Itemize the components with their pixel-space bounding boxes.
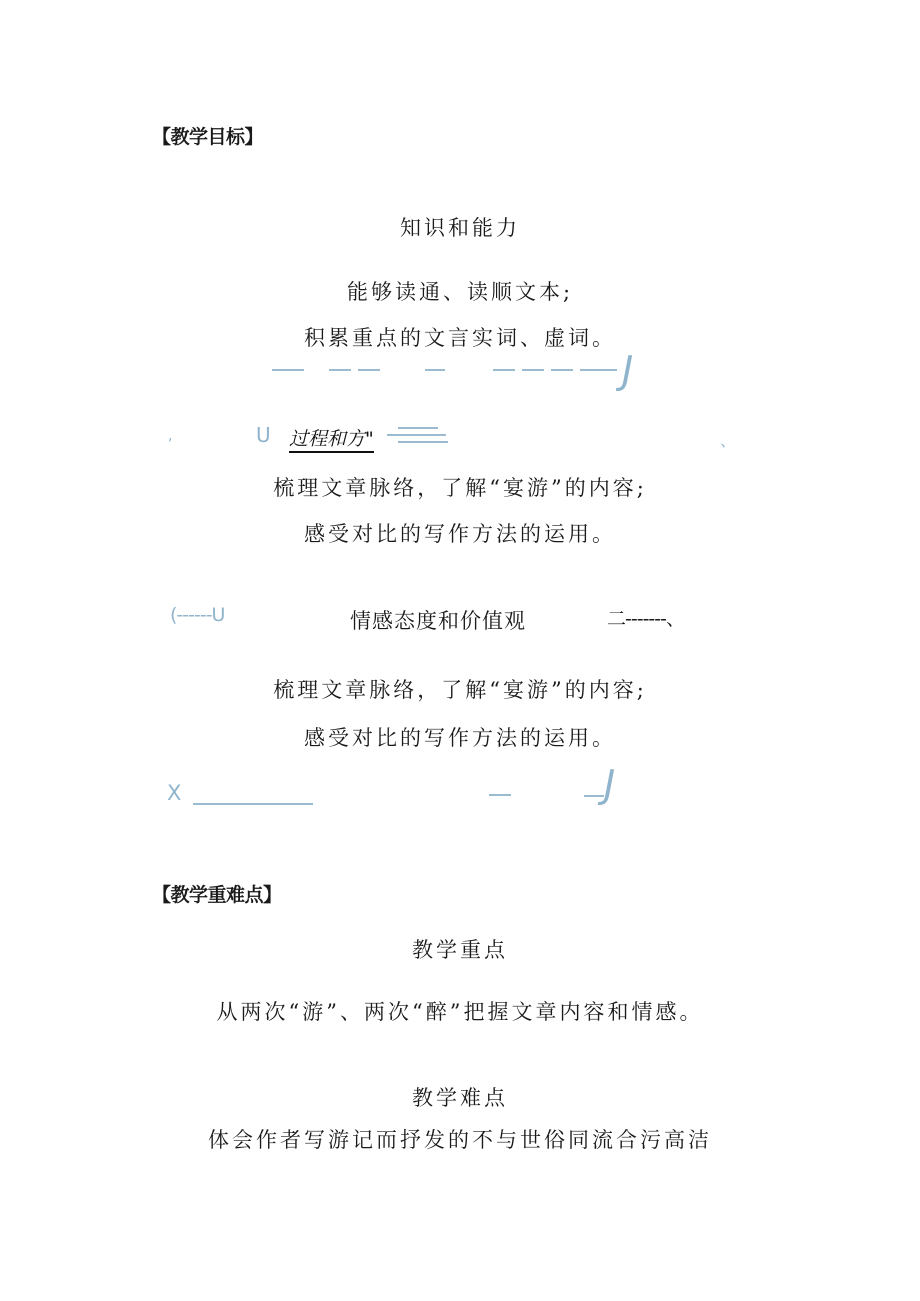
goal-line: 能够读通、读顺文本; [346, 280, 574, 304]
goal-line: 梳理文章脉络，了解“宴游”的内容; [273, 476, 647, 500]
scan-artifact-paren-u: (------U [170, 604, 225, 626]
scan-artifact-j: J [604, 762, 616, 806]
subheading-difficult-point: 教学难点 [412, 1086, 508, 1110]
key-point-text: 从两次“游”、两次“醉”把握文章内容和情感。 [216, 1000, 704, 1024]
scan-artifact-er-dash: 二-------、 [607, 608, 684, 630]
scan-artifact-dash [584, 795, 604, 797]
scan-artifact-line [193, 803, 313, 805]
scan-artifact-x: X [167, 781, 182, 805]
scan-artifact-comma: , [168, 428, 173, 444]
section-heading-teaching-goals: 【教学目标】 [152, 126, 264, 148]
subheading-emotion-values: 情感态度和价值观 [350, 609, 526, 633]
subheading-knowledge-ability: 知识和能力 [400, 216, 520, 240]
scan-artifact-dash [489, 794, 511, 796]
section-heading-key-difficult-points: 【教学重难点】 [152, 884, 282, 906]
scan-artifact-j: J [622, 348, 634, 392]
goal-line: 梳理文章脉络，了解“宴游”的内容; [273, 678, 647, 702]
subheading-key-point: 教学重点 [412, 938, 508, 962]
difficult-point-text: 体会作者写游记而抒发的不与世俗同流合污高洁 [208, 1128, 712, 1152]
subheading-process-methods: 过程和方" [289, 424, 374, 453]
goal-line: 积累重点的文言实词、虚词。 [304, 326, 616, 350]
scan-artifact-dun: 、 [720, 431, 737, 450]
goal-line: 感受对比的写作方法的运用。 [304, 522, 616, 546]
goal-line: 感受对比的写作方法的运用。 [304, 726, 616, 750]
scan-artifact-u: U [256, 423, 271, 447]
